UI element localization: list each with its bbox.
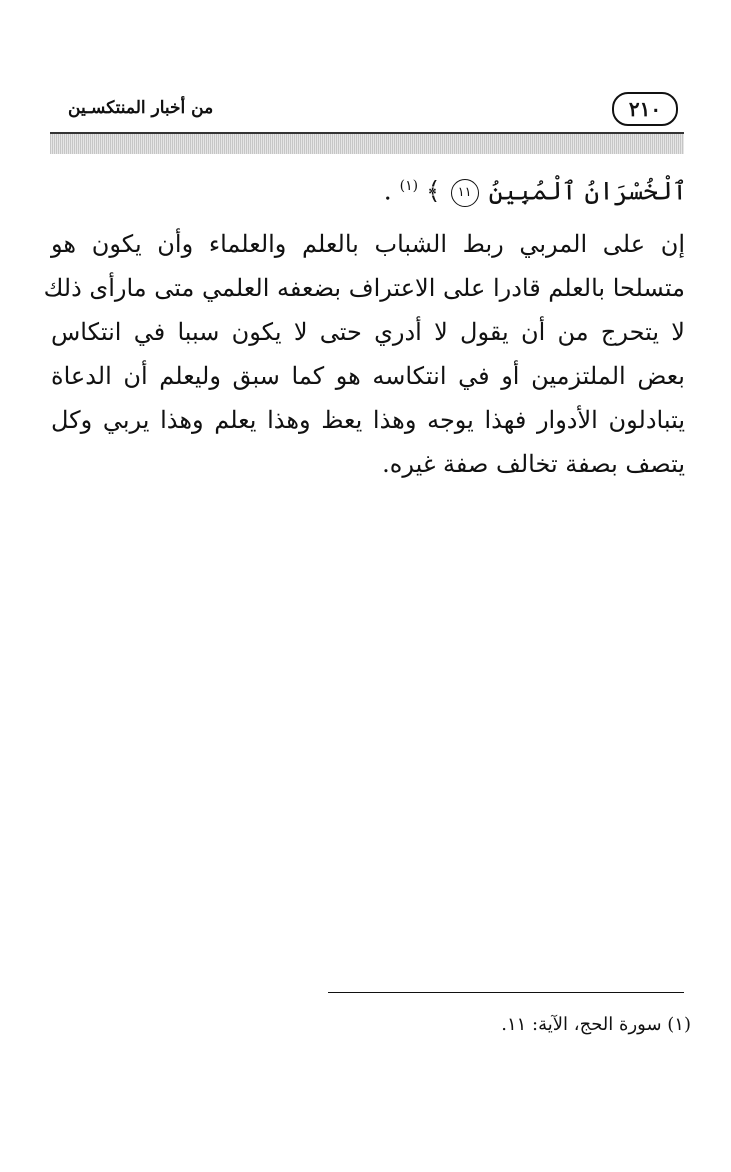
page-number-badge — [612, 92, 678, 126]
footnote-marker: (١) — [667, 1014, 691, 1035]
page-number: ٢١٠ — [628, 97, 662, 121]
quran-verse-line — [47, 160, 687, 217]
verse-closing-bracket: ﴾ — [426, 176, 441, 206]
verse-end-punct: . — [383, 176, 392, 206]
body-line: يتصف بصفة تخالف صفة غيره. — [382, 450, 685, 478]
footnote-text: سورة الحج، الآية: ١١. — [501, 1014, 662, 1035]
header-rule — [50, 132, 684, 154]
verse-text: ٱلْخُسْرَانُ ٱلْمُبِينُ — [488, 176, 687, 206]
body-line: إن على المربي ربط الشباب بالعلم والعلماء وأن يكون هو — [51, 230, 685, 258]
body-line: يتبادلون الأدوار فهذا يوجه وهذا يعظ وهذا يعلم وهذا يربي وكل — [51, 406, 685, 434]
footnote-reference: (١) — [399, 178, 419, 194]
footnote-rule — [328, 992, 684, 993]
body-line: متسلحا بالعلم قادرا على الاعتراف بضعفه العلمي متى مارأى ذلك — [43, 274, 685, 302]
body-line: بعض الملتزمين أو في انتكاسه هو كما سبق وليعلم أن الدعاة — [51, 362, 685, 390]
running-header — [60, 88, 684, 128]
running-title: من أخبار المنتكسـين — [68, 98, 214, 118]
footnote — [501, 1014, 691, 1035]
ayah-number-icon: ١١ — [451, 179, 479, 207]
body-paragraph — [43, 222, 685, 486]
body-line: لا يتحرج من أن يقول لا أدري حتى لا يكون سببا في انتكاس — [51, 318, 685, 346]
